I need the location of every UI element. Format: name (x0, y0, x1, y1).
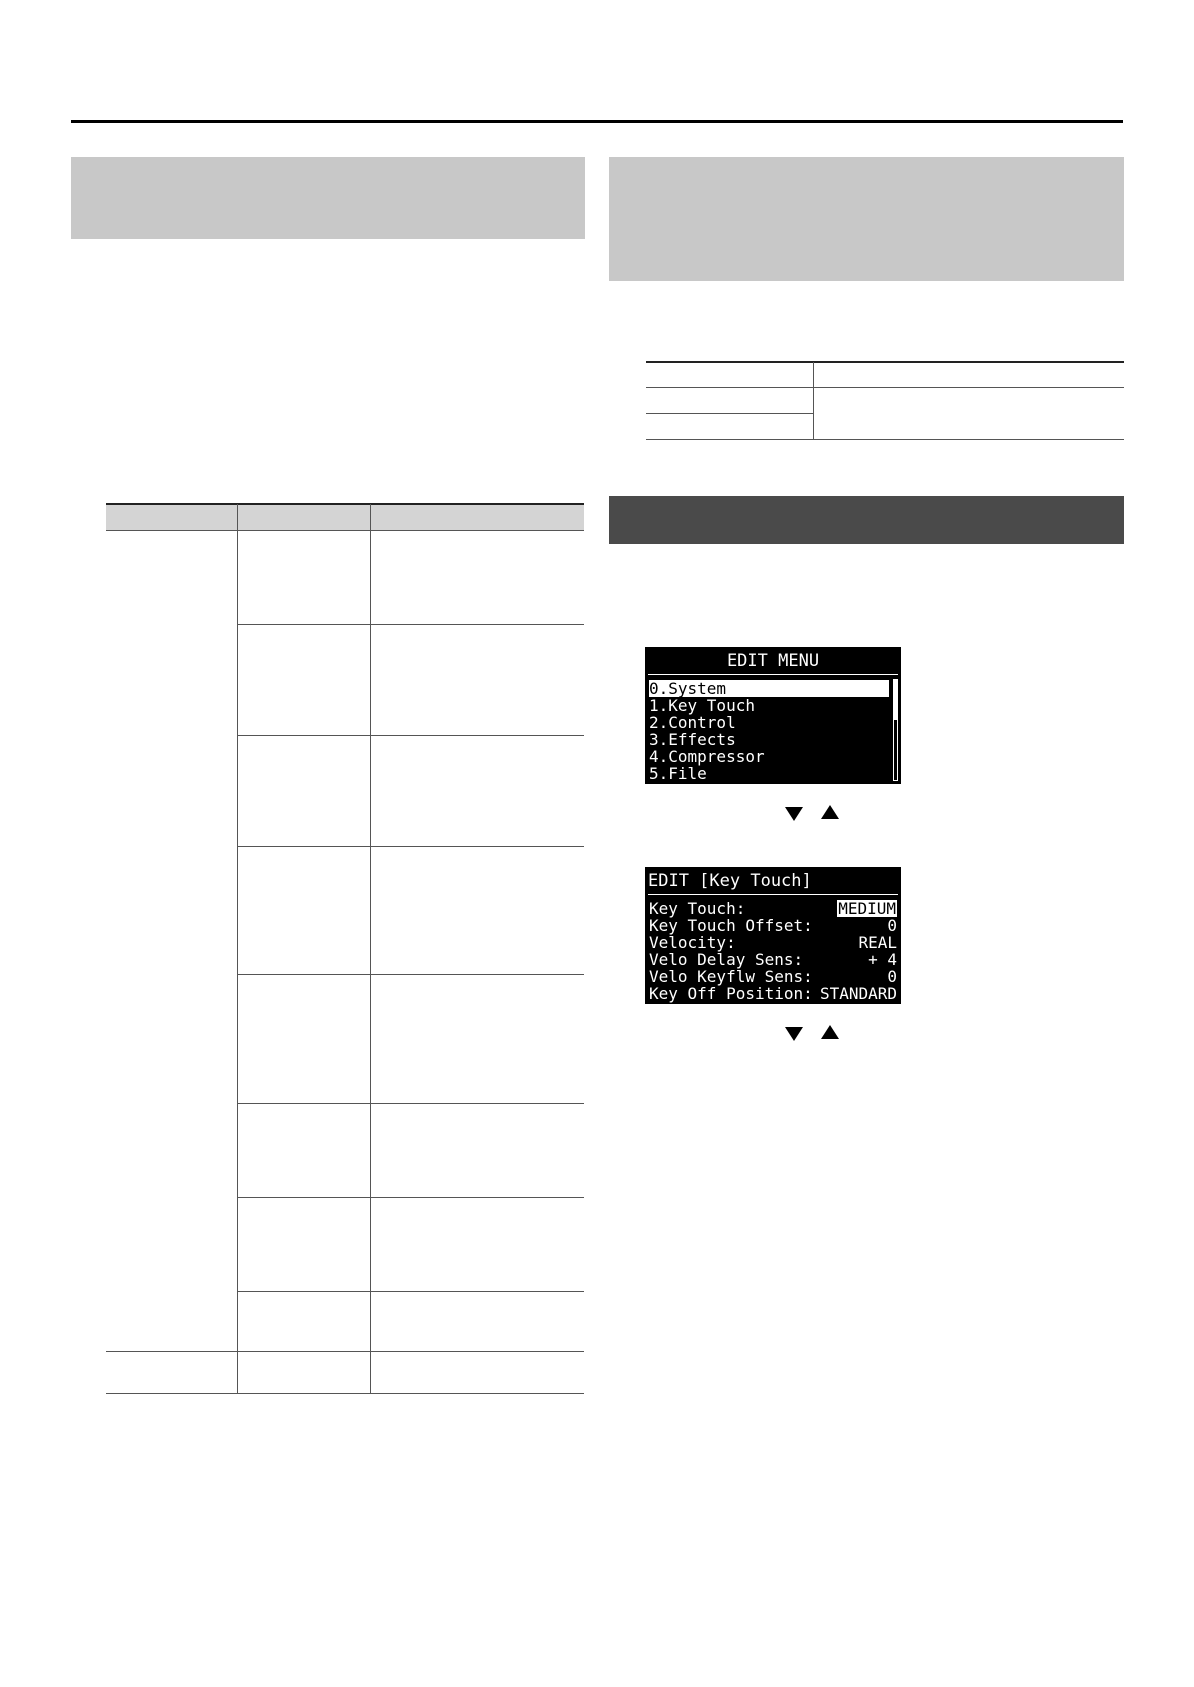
param-label: Velo Keyflw Sens: (649, 967, 813, 986)
left-table-top-border (106, 503, 584, 505)
param-row-key-off-position[interactable] (649, 985, 897, 1002)
edit-menu-scroll-thumb[interactable] (894, 680, 897, 720)
down-arrow-icon (785, 1027, 803, 1041)
param-value[interactable]: REAL (858, 933, 897, 952)
left-table-header (106, 504, 584, 530)
param-label: Key Off Position: (649, 984, 813, 1003)
left-table-header-border (106, 530, 584, 531)
edit-menu-item[interactable]: 1.Key Touch (649, 696, 755, 715)
edit-menu-title-rule (648, 674, 898, 675)
param-value[interactable]: + 4 (868, 950, 897, 969)
edit-menu-item[interactable]: 2.Control (649, 713, 736, 732)
edit-menu-title: EDIT MENU (726, 651, 820, 671)
section-title-bar (609, 496, 1124, 544)
left-table-row-sep (238, 624, 584, 625)
left-table-col-divider-2 (370, 504, 371, 1394)
key-touch-screen (645, 867, 901, 1004)
left-table-row-sep (238, 1103, 584, 1104)
param-label: Key Touch: (649, 899, 746, 918)
up-arrow-icon (821, 805, 839, 819)
param-value-highlighted[interactable]: MEDIUM (838, 899, 896, 918)
edit-menu-item[interactable]: 3.Effects (649, 730, 736, 749)
left-table-row-sep (238, 846, 584, 847)
left-table-row-sep (238, 735, 584, 736)
page-top-rule (71, 120, 1123, 123)
param-row-velo-keyflw-sens[interactable] (649, 968, 897, 985)
down-arrow-icon (785, 807, 803, 821)
right-section-header-box (609, 157, 1124, 281)
edit-menu-screen (645, 647, 901, 784)
left-table-row-sep (238, 1197, 584, 1198)
left-table-row-sep (238, 1291, 584, 1292)
param-label: Velocity: (649, 933, 736, 952)
left-section-header-box (71, 157, 585, 239)
key-touch-title-rule (648, 894, 898, 895)
param-row-key-touch[interactable] (649, 900, 897, 917)
edit-menu-scrollbar[interactable] (893, 679, 898, 781)
edit-menu-item[interactable]: 4.Compressor (649, 747, 765, 766)
right-table-header-border (646, 387, 1124, 388)
edit-menu-item-selected[interactable]: 0.System (649, 680, 889, 697)
param-label: Key Touch Offset: (649, 916, 813, 935)
param-value[interactable]: STANDARD (819, 984, 897, 1003)
right-table-bottom-border (646, 439, 1124, 440)
param-row-velo-delay-sens[interactable] (649, 951, 897, 968)
param-value[interactable]: 0 (887, 967, 897, 986)
param-row-velocity[interactable] (649, 934, 897, 951)
edit-menu-item[interactable]: 5.File (649, 764, 707, 783)
right-table-top-border (646, 361, 1124, 363)
param-label: Velo Delay Sens: (649, 950, 804, 969)
left-table-group-sep (106, 1351, 584, 1352)
key-touch-title: EDIT [Key Touch] (648, 871, 812, 891)
param-value[interactable]: 0 (887, 916, 897, 935)
left-table-col-divider-1 (237, 504, 238, 1394)
up-arrow-icon (821, 1025, 839, 1039)
param-row-key-touch-offset[interactable] (649, 917, 897, 934)
left-table-bottom-border (106, 1393, 584, 1394)
left-table-row-sep (238, 974, 584, 975)
right-table-row-sep (646, 413, 813, 414)
right-table-col-divider (813, 362, 814, 439)
